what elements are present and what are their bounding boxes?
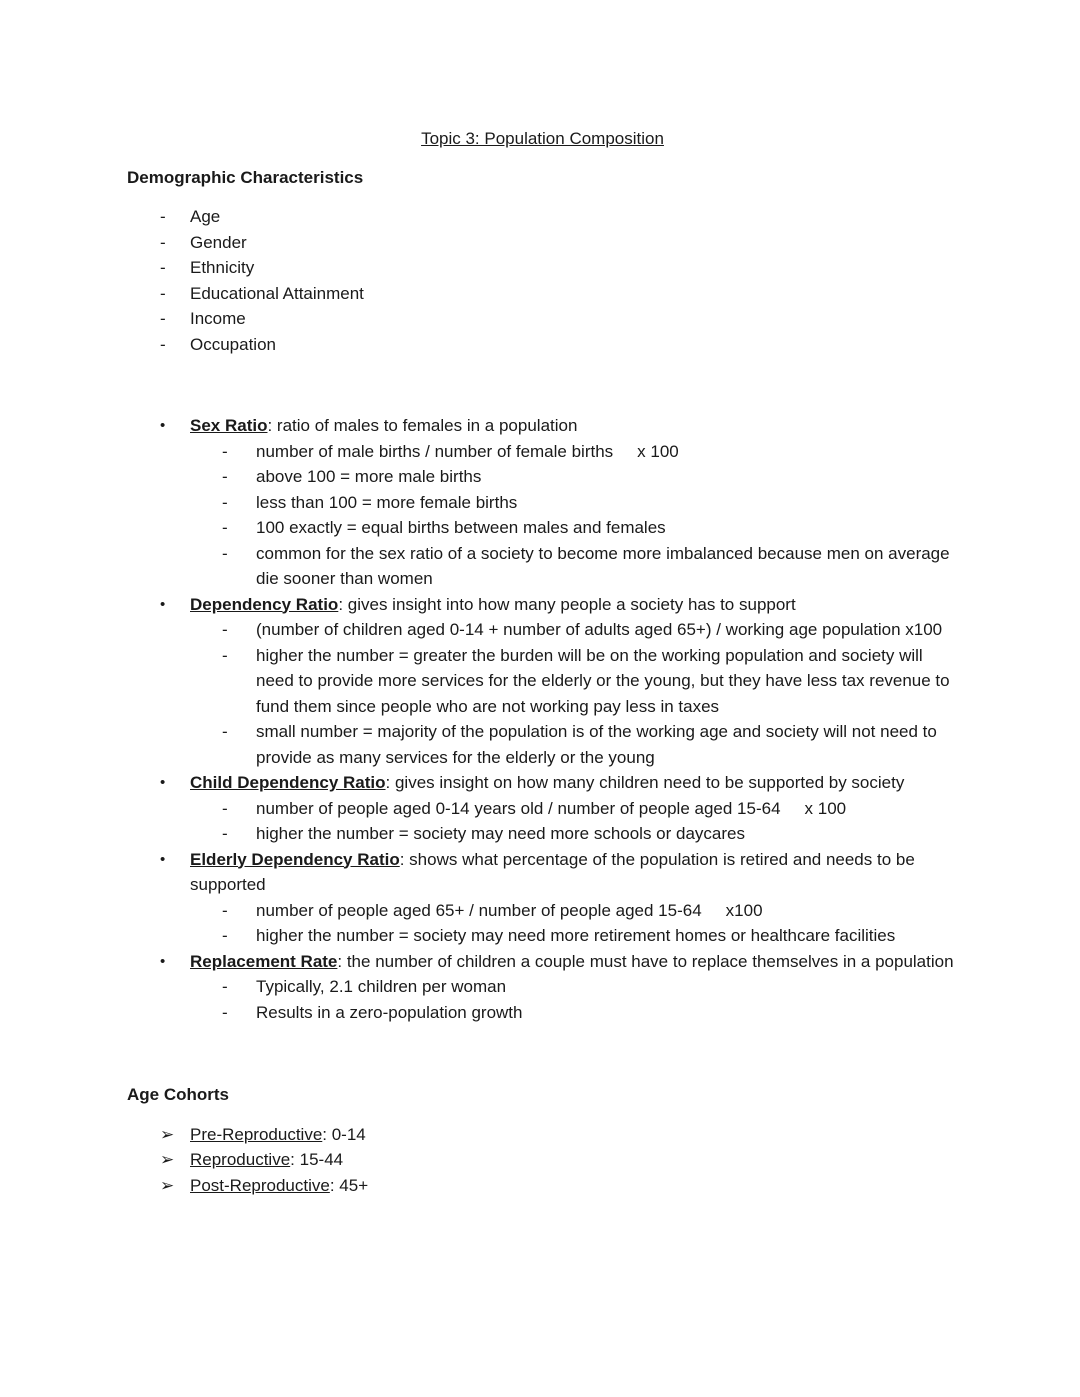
definition-term: Elderly Dependency Ratio xyxy=(190,849,400,869)
dash-bullet-icon: - xyxy=(160,283,166,303)
definition-replacement-rate xyxy=(127,949,958,1026)
definition-term-line xyxy=(127,847,958,898)
definition-term-line xyxy=(127,413,958,439)
cohort-term: Post-Reproductive xyxy=(190,1175,330,1195)
sub-item-text: higher the number = society may need more retirement homes or healthcare facilities xyxy=(256,926,896,945)
cohort-term: Pre-Reproductive xyxy=(190,1124,323,1144)
definition-desc: : gives insight on how many children need to be supported by society xyxy=(385,773,905,792)
dash-bullet-icon: - xyxy=(222,1002,228,1022)
definition-term: Replacement Rate xyxy=(190,951,338,971)
list-item-label: Occupation xyxy=(190,334,276,354)
definition-desc: : ratio of males to females in a population xyxy=(267,416,578,435)
sub-item-text: higher the number = greater the burden will be on the working population and society will need to provide more services for the elderly or the young, but they have less tax revenue to fund them since people who are not working pay less in taxes xyxy=(256,645,950,716)
arrow-bullet-icon: ➢ xyxy=(160,1175,175,1195)
sub-item-text: common for the sex ratio of a society to become more imbalanced because men on average die sooner than women xyxy=(256,543,950,588)
dash-bullet-icon: - xyxy=(222,926,228,945)
definition-sub-item xyxy=(127,541,958,592)
age-cohorts-list xyxy=(127,1122,958,1199)
definition-term-line xyxy=(127,770,958,796)
dash-bullet-icon: - xyxy=(160,334,166,354)
definition-desc: : gives insight into how many people a society has to support xyxy=(338,594,796,614)
definition-child-dependency-ratio xyxy=(127,770,958,847)
dash-bullet-icon: - xyxy=(222,798,228,818)
sub-item-text: number of people aged 0-14 years old / number of people aged 15-64 xyxy=(256,798,781,818)
definition-term-line xyxy=(127,949,958,975)
list-item xyxy=(127,255,958,281)
sub-item-text: higher the number = society may need more schools or daycares xyxy=(256,824,745,843)
definitions-list xyxy=(127,413,958,1025)
cohort-value: : 0-14 xyxy=(322,1124,366,1144)
page-title-text: Topic 3: Population Composition xyxy=(421,129,664,148)
list-item xyxy=(127,306,958,332)
definition-sub-item xyxy=(127,923,958,949)
cohort-value: : 45+ xyxy=(329,1175,369,1195)
dash-bullet-icon: - xyxy=(160,258,166,277)
sub-item-text: less than 100 = more female births xyxy=(256,492,518,512)
dash-bullet-icon: - xyxy=(222,543,228,563)
definition-sub-item xyxy=(127,1000,958,1026)
list-item xyxy=(127,230,958,256)
sub-item-text: (number of children aged 0-14 + number of adults aged 65+) / working age population x100 xyxy=(256,620,943,639)
cohort-term: Reproductive xyxy=(190,1150,291,1169)
sub-item-text: above 100 = more male births xyxy=(256,467,482,486)
formula-multiplier: x 100 xyxy=(637,441,679,461)
dash-bullet-icon: - xyxy=(222,467,228,486)
definition-elderly-dependency-ratio xyxy=(127,847,958,949)
dot-bullet-icon: • xyxy=(160,595,166,613)
sub-item-text: number of male births / number of female births xyxy=(256,441,614,461)
definition-sub-item xyxy=(127,464,958,490)
list-item-label: Educational Attainment xyxy=(190,283,364,303)
cohort-value: : 15-44 xyxy=(290,1150,344,1169)
cohort-item xyxy=(127,1147,958,1173)
dash-bullet-icon: - xyxy=(160,232,166,252)
definition-desc: : the number of children a couple must have to replace themselves in a population xyxy=(337,951,954,971)
dash-bullet-icon: - xyxy=(160,207,166,226)
dash-bullet-icon: - xyxy=(222,824,228,843)
list-item xyxy=(127,281,958,307)
definition-sub-item xyxy=(127,490,958,516)
section-heading-age-cohorts: Age Cohorts xyxy=(127,1085,229,1104)
definition-sub-item xyxy=(127,821,958,847)
definition-sub-item xyxy=(127,643,958,720)
demographics-list xyxy=(127,204,958,357)
arrow-bullet-icon: ➢ xyxy=(160,1150,175,1169)
definition-dependency-ratio xyxy=(127,592,958,771)
dash-bullet-icon: - xyxy=(222,722,228,741)
dash-bullet-icon: - xyxy=(222,492,228,512)
definition-term: Dependency Ratio xyxy=(190,594,339,614)
definition-sub-item xyxy=(127,898,958,924)
list-item-label: Gender xyxy=(190,232,247,252)
definition-sub-item xyxy=(127,719,958,770)
definition-sex-ratio xyxy=(127,413,958,592)
definition-sub-item xyxy=(127,617,958,643)
list-item xyxy=(127,204,958,230)
dash-bullet-icon: - xyxy=(222,518,228,537)
dash-bullet-icon: - xyxy=(222,620,228,639)
list-item-label: Age xyxy=(190,207,221,226)
definition-sub-item xyxy=(127,974,958,1000)
dot-bullet-icon: • xyxy=(160,774,166,791)
list-item-label: Ethnicity xyxy=(190,258,255,277)
dot-bullet-icon: • xyxy=(160,850,166,868)
list-item-label: Income xyxy=(190,309,246,328)
dot-bullet-icon: • xyxy=(160,952,166,970)
sub-item-text: Typically, 2.1 children per woman xyxy=(256,977,507,996)
dash-bullet-icon: - xyxy=(160,309,166,328)
section-heading-demographics: Demographic Characteristics xyxy=(127,167,364,187)
dash-bullet-icon: - xyxy=(222,977,228,996)
sub-item-text: Results in a zero-population growth xyxy=(256,1002,523,1022)
definition-term: Sex Ratio xyxy=(190,416,268,435)
formula-multiplier: x 100 xyxy=(804,798,847,818)
definition-desc: : shows what percentage of the population is retired and needs to be supported xyxy=(190,849,915,894)
definition-term-line xyxy=(127,592,958,618)
cohort-item xyxy=(127,1122,958,1148)
dash-bullet-icon: - xyxy=(222,645,228,665)
definition-term: Child Dependency Ratio xyxy=(190,773,386,792)
definition-sub-item xyxy=(127,515,958,541)
list-item xyxy=(127,332,958,358)
definition-sub-item xyxy=(127,796,958,822)
page-title xyxy=(127,126,958,152)
dash-bullet-icon: - xyxy=(222,441,228,461)
definition-sub-item xyxy=(127,439,958,465)
sub-item-text: number of people aged 65+ / number of people aged 15-64 xyxy=(256,900,702,920)
dot-bullet-icon: • xyxy=(160,417,166,434)
cohort-item xyxy=(127,1173,958,1199)
arrow-bullet-icon: ➢ xyxy=(160,1124,175,1144)
formula-multiplier: x100 xyxy=(725,900,763,920)
sub-item-text: small number = majority of the population is of the working age and society will not need to provide as many services for the elderly or the young xyxy=(256,722,937,767)
sub-item-text: 100 exactly = equal births between males and females xyxy=(256,518,666,537)
dash-bullet-icon: - xyxy=(222,900,228,920)
